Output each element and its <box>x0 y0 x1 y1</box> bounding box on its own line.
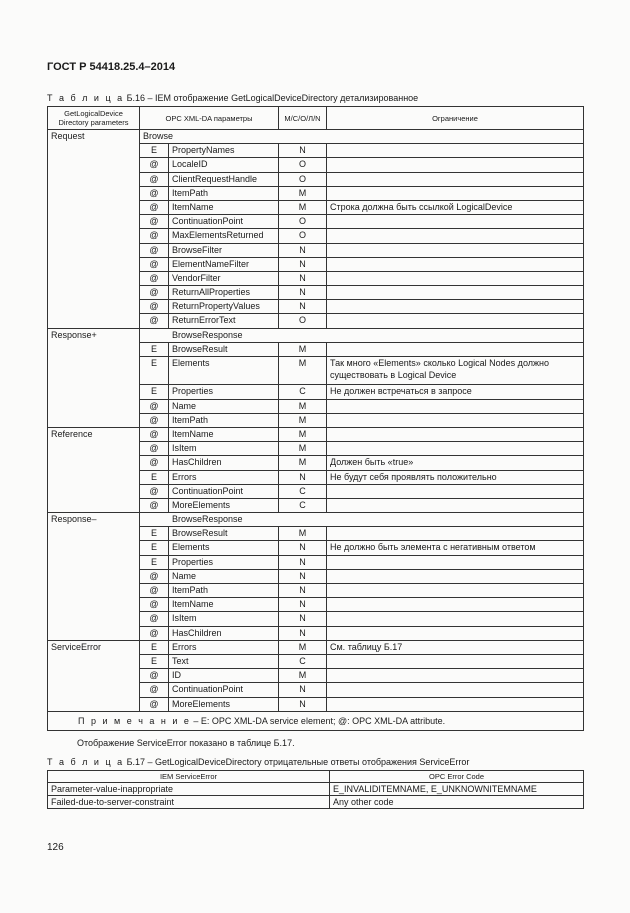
caption-label: Т а б л и ц а <box>47 757 125 767</box>
opc-param-cell: MoreElements <box>169 697 279 711</box>
type-cell: @ <box>140 584 169 598</box>
mco-cell: O <box>279 172 327 186</box>
type-cell: @ <box>140 413 169 427</box>
section-label: Browse <box>140 130 584 144</box>
mco-cell: M <box>279 427 327 441</box>
note-text: – E: OPC XML-DA service element; @: OPC XML-DA attribute. <box>190 715 446 726</box>
opc-param-cell: Text <box>169 654 279 668</box>
opc-param-cell: ID <box>169 669 279 683</box>
mco-cell: C <box>279 484 327 498</box>
header-opc: OPC XML-DA параметры <box>140 107 279 130</box>
group-label: Response+ <box>48 328 140 427</box>
type-cell: E <box>140 640 169 654</box>
group-label: Request <box>48 130 140 329</box>
iem-error-cell: Parameter-value-inappropriate <box>48 783 330 796</box>
opc-param-cell: ReturnErrorText <box>169 314 279 328</box>
mco-cell: O <box>279 229 327 243</box>
note-label: П р и м е ч а н и е <box>78 715 191 726</box>
type-cell: @ <box>140 215 169 229</box>
mco-cell: O <box>279 158 327 172</box>
type-cell: E <box>140 527 169 541</box>
restriction-cell: См. таблицу Б.17 <box>327 640 584 654</box>
section-label: BrowseResponse <box>140 328 584 342</box>
mco-cell: M <box>279 399 327 413</box>
type-cell: @ <box>140 598 169 612</box>
group-label: ServiceError <box>48 640 140 711</box>
mco-cell: N <box>279 300 327 314</box>
type-cell: @ <box>140 229 169 243</box>
type-cell: E <box>140 342 169 356</box>
restriction-cell: Так много «Elements» сколько Logical Nodes должно существовать в Logical Device <box>327 357 584 385</box>
mco-cell: M <box>279 186 327 200</box>
opc-param-cell: Errors <box>169 640 279 654</box>
document-header: ГОСТ Р 54418.25.4–2014 <box>47 61 176 73</box>
restriction-cell <box>327 555 584 569</box>
restriction-cell: Должен быть «true» <box>327 456 584 470</box>
type-cell: E <box>140 385 169 399</box>
type-cell: @ <box>140 612 169 626</box>
table-row <box>48 130 584 144</box>
restriction-cell <box>327 498 584 512</box>
restriction-cell <box>327 144 584 158</box>
type-cell: E <box>140 555 169 569</box>
type-cell: @ <box>140 158 169 172</box>
type-cell: @ <box>140 399 169 413</box>
mco-cell: C <box>279 654 327 668</box>
restriction-cell <box>327 300 584 314</box>
mco-cell: C <box>279 385 327 399</box>
type-cell: @ <box>140 456 169 470</box>
mco-cell: N <box>279 626 327 640</box>
restriction-cell <box>327 342 584 356</box>
type-cell: @ <box>140 484 169 498</box>
caption-text: Б.17 – GetLogicalDeviceDirectory отрицательные ответы отображения ServiceError <box>124 757 470 767</box>
opc-param-cell: ContinuationPoint <box>169 215 279 229</box>
header-restriction: Ограничение <box>327 107 584 130</box>
type-cell: @ <box>140 683 169 697</box>
group-label: Response– <box>48 513 140 641</box>
mco-cell: N <box>279 541 327 555</box>
opc-param-cell: ItemName <box>169 200 279 214</box>
table-note <box>48 711 584 730</box>
restriction-cell <box>327 271 584 285</box>
opc-param-cell: BrowseResult <box>169 342 279 356</box>
restriction-cell: Строка должна быть ссылкой LogicalDevice <box>327 200 584 214</box>
opc-param-cell: Name <box>169 399 279 413</box>
type-cell: @ <box>140 626 169 640</box>
table-row <box>48 427 584 441</box>
mco-cell: N <box>279 683 327 697</box>
mco-cell: M <box>279 357 327 385</box>
opc-param-cell: ItemPath <box>169 413 279 427</box>
restriction-cell <box>327 484 584 498</box>
type-cell: @ <box>140 427 169 441</box>
mco-cell: M <box>279 200 327 214</box>
table-row <box>48 328 584 342</box>
mco-cell: N <box>279 697 327 711</box>
opc-param-cell: ItemName <box>169 427 279 441</box>
restriction-cell <box>327 399 584 413</box>
type-cell: @ <box>140 200 169 214</box>
opc-param-cell: Elements <box>169 541 279 555</box>
mco-cell: N <box>279 144 327 158</box>
opc-param-cell: VendorFilter <box>169 271 279 285</box>
mco-cell: M <box>279 442 327 456</box>
type-cell: @ <box>140 257 169 271</box>
type-cell: @ <box>140 172 169 186</box>
restriction-cell <box>327 626 584 640</box>
type-cell: @ <box>140 669 169 683</box>
mco-cell: N <box>279 257 327 271</box>
opc-param-cell: ReturnPropertyValues <box>169 300 279 314</box>
opc-param-cell: ItemPath <box>169 186 279 200</box>
opc-param-cell: HasChildren <box>169 626 279 640</box>
mco-cell: M <box>279 342 327 356</box>
type-cell: @ <box>140 300 169 314</box>
mco-cell: N <box>279 243 327 257</box>
opc-param-cell: IsItem <box>169 442 279 456</box>
caption-text: Б.16 – IEM отображение GetLogicalDeviceDirectory детализированное <box>124 93 419 103</box>
restriction-cell <box>327 697 584 711</box>
restriction-cell <box>327 527 584 541</box>
restriction-cell <box>327 442 584 456</box>
type-cell: E <box>140 470 169 484</box>
mco-cell: M <box>279 669 327 683</box>
opc-param-cell: Errors <box>169 470 279 484</box>
restriction-cell <box>327 215 584 229</box>
opc-param-cell: Properties <box>169 385 279 399</box>
mco-cell: N <box>279 286 327 300</box>
restriction-cell <box>327 286 584 300</box>
restriction-cell <box>327 186 584 200</box>
table-row <box>48 513 584 527</box>
paragraph: Отображение ServiceError показано в таблице Б.17. <box>77 738 295 748</box>
group-label: Reference <box>48 427 140 512</box>
opc-param-cell: PropertyNames <box>169 144 279 158</box>
mco-cell: N <box>279 612 327 626</box>
opc-param-cell: ContinuationPoint <box>169 683 279 697</box>
type-cell: E <box>140 144 169 158</box>
opc-param-cell: Elements <box>169 357 279 385</box>
mco-cell: M <box>279 527 327 541</box>
header-opc-code: OPC Error Code <box>330 771 584 783</box>
iem-error-cell: Failed-due-to-server-constraint <box>48 796 330 809</box>
table-b17-caption <box>47 757 469 767</box>
restriction-cell <box>327 427 584 441</box>
opc-param-cell: IsItem <box>169 612 279 626</box>
table-row <box>48 783 584 796</box>
restriction-cell <box>327 569 584 583</box>
restriction-cell: Не будут себя проявлять положительно <box>327 470 584 484</box>
section-label: BrowseResponse <box>140 513 584 527</box>
type-cell: @ <box>140 314 169 328</box>
type-cell: E <box>140 654 169 668</box>
restriction-cell <box>327 598 584 612</box>
mco-cell: M <box>279 640 327 654</box>
mco-cell: O <box>279 215 327 229</box>
opc-param-cell: MoreElements <box>169 498 279 512</box>
table-b16-caption <box>47 93 418 103</box>
header-param: GetLogicalDevice Directory parameters <box>48 107 140 130</box>
restriction-cell <box>327 314 584 328</box>
mco-cell: N <box>279 569 327 583</box>
type-cell: @ <box>140 186 169 200</box>
table-row <box>48 640 584 654</box>
opc-param-cell: LocaleID <box>169 158 279 172</box>
opc-param-cell: ItemName <box>169 598 279 612</box>
mco-cell: N <box>279 555 327 569</box>
type-cell: @ <box>140 442 169 456</box>
restriction-cell <box>327 172 584 186</box>
opc-param-cell: ElementNameFilter <box>169 257 279 271</box>
mco-cell: N <box>279 598 327 612</box>
page-number: 126 <box>47 842 64 853</box>
restriction-cell: Не должен встречаться в запросе <box>327 385 584 399</box>
restriction-cell <box>327 612 584 626</box>
restriction-cell <box>327 229 584 243</box>
header-iem: IEM ServiceError <box>48 771 330 783</box>
restriction-cell <box>327 654 584 668</box>
mco-cell: M <box>279 456 327 470</box>
type-cell: @ <box>140 243 169 257</box>
opc-code-cell: Any other code <box>330 796 584 809</box>
type-cell: @ <box>140 498 169 512</box>
opc-param-cell: ContinuationPoint <box>169 484 279 498</box>
restriction-cell <box>327 669 584 683</box>
restriction-cell <box>327 584 584 598</box>
type-cell: E <box>140 357 169 385</box>
restriction-cell <box>327 257 584 271</box>
restriction-cell <box>327 683 584 697</box>
mco-cell: N <box>279 584 327 598</box>
mco-cell: M <box>279 413 327 427</box>
restriction-cell: Не должно быть элемента с негативным ответом <box>327 541 584 555</box>
type-cell: E <box>140 541 169 555</box>
type-cell: @ <box>140 286 169 300</box>
header-mco: M/C/O/Л/N <box>279 107 327 130</box>
opc-param-cell: BrowseResult <box>169 527 279 541</box>
mco-cell: C <box>279 498 327 512</box>
type-cell: @ <box>140 271 169 285</box>
mco-cell: N <box>279 271 327 285</box>
opc-param-cell: BrowseFilter <box>169 243 279 257</box>
opc-param-cell: HasChildren <box>169 456 279 470</box>
opc-param-cell: Name <box>169 569 279 583</box>
caption-label: Т а б л и ц а <box>47 93 125 103</box>
restriction-cell <box>327 413 584 427</box>
table-b17 <box>47 770 584 809</box>
type-cell: @ <box>140 697 169 711</box>
opc-code-cell: E_INVALIDITEMNAME, E_UNKNOWNITEMNAME <box>330 783 584 796</box>
type-cell: @ <box>140 569 169 583</box>
opc-param-cell: MaxElementsReturned <box>169 229 279 243</box>
opc-param-cell: ReturnAllProperties <box>169 286 279 300</box>
opc-param-cell: ClientRequestHandle <box>169 172 279 186</box>
restriction-cell <box>327 158 584 172</box>
note-row <box>48 711 584 730</box>
table-b16 <box>47 106 584 731</box>
mco-cell: N <box>279 470 327 484</box>
opc-param-cell: ItemPath <box>169 584 279 598</box>
opc-param-cell: Properties <box>169 555 279 569</box>
table-row <box>48 796 584 809</box>
restriction-cell <box>327 243 584 257</box>
mco-cell: O <box>279 314 327 328</box>
